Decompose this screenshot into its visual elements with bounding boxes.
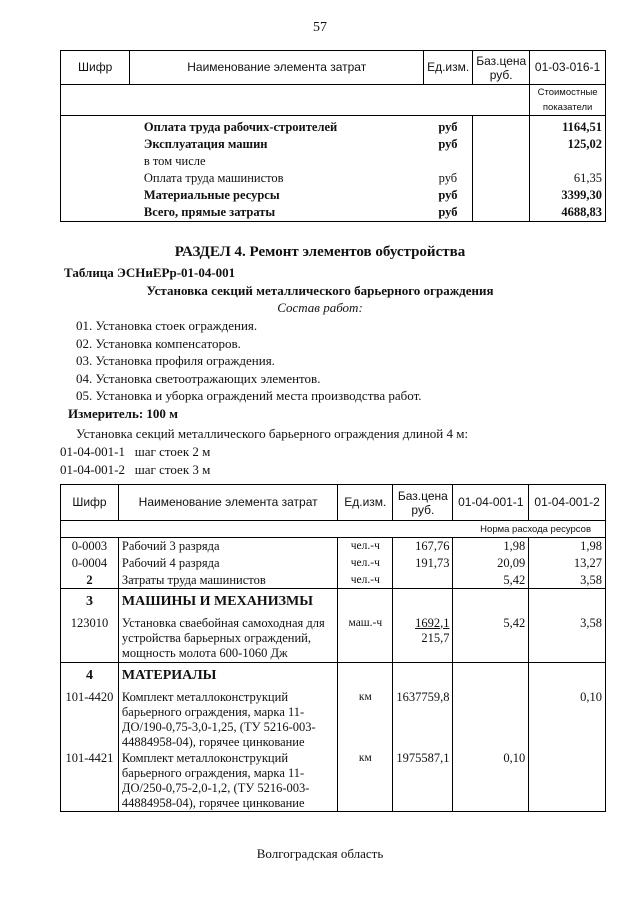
cost-name: Всего, прямые затраты xyxy=(130,205,424,222)
work-item: 03. Установка профиля ограждения. xyxy=(76,353,275,368)
meter: Измеритель: 100 м xyxy=(68,406,179,421)
works-list xyxy=(76,318,422,406)
col-value-header: 01-03-016-1 xyxy=(530,51,606,85)
table-row xyxy=(61,589,606,615)
resource-name: Комплект металлоконструкций барьерного ограждения, марка 11-ДО/190-0,75-3,0-1,25, (ТУ 5216-003-44884958-04), горячее цинкование xyxy=(118,689,337,750)
table-row xyxy=(61,137,606,154)
col2-name-header: Наименование элемента затрат xyxy=(118,485,337,521)
norm-value-1: 5,42 xyxy=(453,615,529,663)
col2-price-header: Баз.цена руб. xyxy=(393,485,453,521)
cost-unit: руб xyxy=(438,136,458,151)
norm-value-2: 3,58 xyxy=(529,615,606,663)
variant-code: 01-04-001-1 xyxy=(60,444,125,459)
variant-text: шаг стоек 2 м xyxy=(134,444,211,459)
cost-unit: руб xyxy=(438,119,458,134)
resource-unit: чел.-ч xyxy=(338,538,393,555)
col-name-header: Наименование элемента затрат xyxy=(130,51,424,85)
work-item: 05. Установка и уборка ограждений места производства работ. xyxy=(76,388,422,403)
resource-unit: маш.-ч xyxy=(338,615,393,663)
group-code: 3 xyxy=(61,589,119,615)
work-item: 02. Установка компенсаторов. xyxy=(76,335,241,351)
resource-code: 0-0004 xyxy=(61,555,119,572)
col2-unit-header: Ед.изм. xyxy=(338,485,393,521)
table-row xyxy=(61,154,606,171)
variant-code: 01-04-001-2 xyxy=(60,462,125,477)
work-item: 04. Установка светоотражающих элементов. xyxy=(76,370,321,386)
footer-region: Волгоградская область xyxy=(256,846,384,861)
cost-table xyxy=(60,50,606,222)
description: Установка секций металлического барьерного ограждения длиной 4 м: xyxy=(76,426,469,441)
cost-name: в том числе xyxy=(143,153,206,168)
norm-value-2 xyxy=(529,750,606,812)
table-row xyxy=(61,555,606,572)
variant-item xyxy=(60,462,210,480)
resource-unit: км xyxy=(338,689,393,750)
price-value: 1975587,1 xyxy=(396,750,450,765)
norm-value-1: 0,10 xyxy=(453,750,529,812)
norm-value-1 xyxy=(453,689,529,750)
norm-value-1: 5,42 xyxy=(453,572,529,589)
work-item: 01. Установка стоек ограждения. xyxy=(76,318,258,333)
table-row xyxy=(61,663,606,689)
table-row xyxy=(61,750,606,812)
cost-unit xyxy=(424,154,473,171)
resource-code: 101-4420 xyxy=(61,689,119,750)
group-title: МАШИНЫ И МЕХАНИЗМЫ xyxy=(118,589,337,615)
cost-name: Эксплуатация машин xyxy=(143,136,268,151)
table-row xyxy=(61,615,606,663)
resource-name: Комплект металлоконструкций барьерного ограждения, марка 11-ДО/250-0,75-2,0-1,2, (ТУ 5216-003-44884958-04), горячее цинкование xyxy=(118,750,337,812)
resource-code: 2 xyxy=(61,572,119,589)
col-unit-header: Ед.изм. xyxy=(424,51,473,85)
table-row xyxy=(61,120,606,137)
price-value: 1692,1 xyxy=(415,615,450,630)
norm-value-2: 1,98 xyxy=(529,538,606,555)
subheader-norm: Норма расхода ресурсов xyxy=(480,524,591,535)
section-title: РАЗДЕЛ 4. Ремонт элементов обустройства xyxy=(174,244,466,260)
cost-unit: руб xyxy=(438,170,458,185)
table-row xyxy=(61,188,606,205)
cost-value: 125,02 xyxy=(530,137,606,154)
cost-name: Материальные ресурсы xyxy=(143,187,280,202)
cost-name: Оплата труда рабочих-строителей xyxy=(143,119,338,134)
variant-text: шаг стоек 3 м xyxy=(134,462,211,477)
cost-unit: руб xyxy=(438,187,458,202)
resource-name: Рабочий 3 разряда xyxy=(118,538,337,555)
variants-list xyxy=(60,444,210,480)
resource-unit: км xyxy=(338,750,393,812)
cost-value: 3399,30 xyxy=(530,188,606,205)
table-label: Таблица ЭСНиЕРр-01-04-001 xyxy=(64,265,236,280)
table-row xyxy=(61,689,606,750)
subheader-cost: Стоимостные показатели xyxy=(530,85,606,116)
cost-value: 1164,51 xyxy=(530,120,606,137)
resource-name: Установка сваебойная самоходная для устройства барьерных ограждений, мощность молота 600-1060 Дж xyxy=(118,615,337,663)
page-number: 57 xyxy=(313,20,327,35)
resource-table xyxy=(60,484,606,812)
resource-unit: чел.-ч xyxy=(338,572,393,589)
price-value: 1637759,8 xyxy=(396,689,450,704)
works-title: Состав работ: xyxy=(277,300,363,315)
variant-item xyxy=(60,444,210,462)
col-code-header: Шифр xyxy=(61,51,130,85)
group-title: МАТЕРИАЛЫ xyxy=(118,663,337,689)
norm-value-2: 13,27 xyxy=(529,555,606,572)
table-row xyxy=(61,205,606,222)
norm-value-2: 3,58 xyxy=(529,572,606,589)
resource-code: 0-0003 xyxy=(61,538,119,555)
group-code: 4 xyxy=(61,663,119,689)
resource-code: 101-4421 xyxy=(61,750,119,812)
resource-name: Рабочий 4 разряда xyxy=(118,555,337,572)
cost-name: Оплата труда машинистов xyxy=(143,170,284,185)
price-value-2: 215,7 xyxy=(421,630,450,645)
col2-v1-header: 01-04-001-1 xyxy=(453,485,529,521)
cost-value: 4688,83 xyxy=(530,205,606,222)
table-title: Установка секций металлического барьерного ограждения xyxy=(146,283,494,298)
price-value: 167,76 xyxy=(415,539,450,553)
cost-value xyxy=(530,154,606,171)
resource-unit: чел.-ч xyxy=(338,555,393,572)
norm-value-1: 20,09 xyxy=(453,555,529,572)
table-row xyxy=(61,538,606,555)
price-value: 191,73 xyxy=(415,555,450,570)
table-row xyxy=(61,572,606,589)
norm-value-2: 0,10 xyxy=(529,689,606,750)
cost-value: 61,35 xyxy=(530,171,606,188)
col2-code-header: Шифр xyxy=(61,485,119,521)
resource-name: Затраты труда машинистов xyxy=(118,572,337,589)
col-price-header: Баз.цена руб. xyxy=(473,51,530,85)
col2-v2-header: 01-04-001-2 xyxy=(529,485,606,521)
cost-unit: руб xyxy=(424,205,473,222)
table-row xyxy=(61,171,606,188)
resource-code: 123010 xyxy=(61,615,119,663)
norm-value-1: 1,98 xyxy=(453,538,529,555)
